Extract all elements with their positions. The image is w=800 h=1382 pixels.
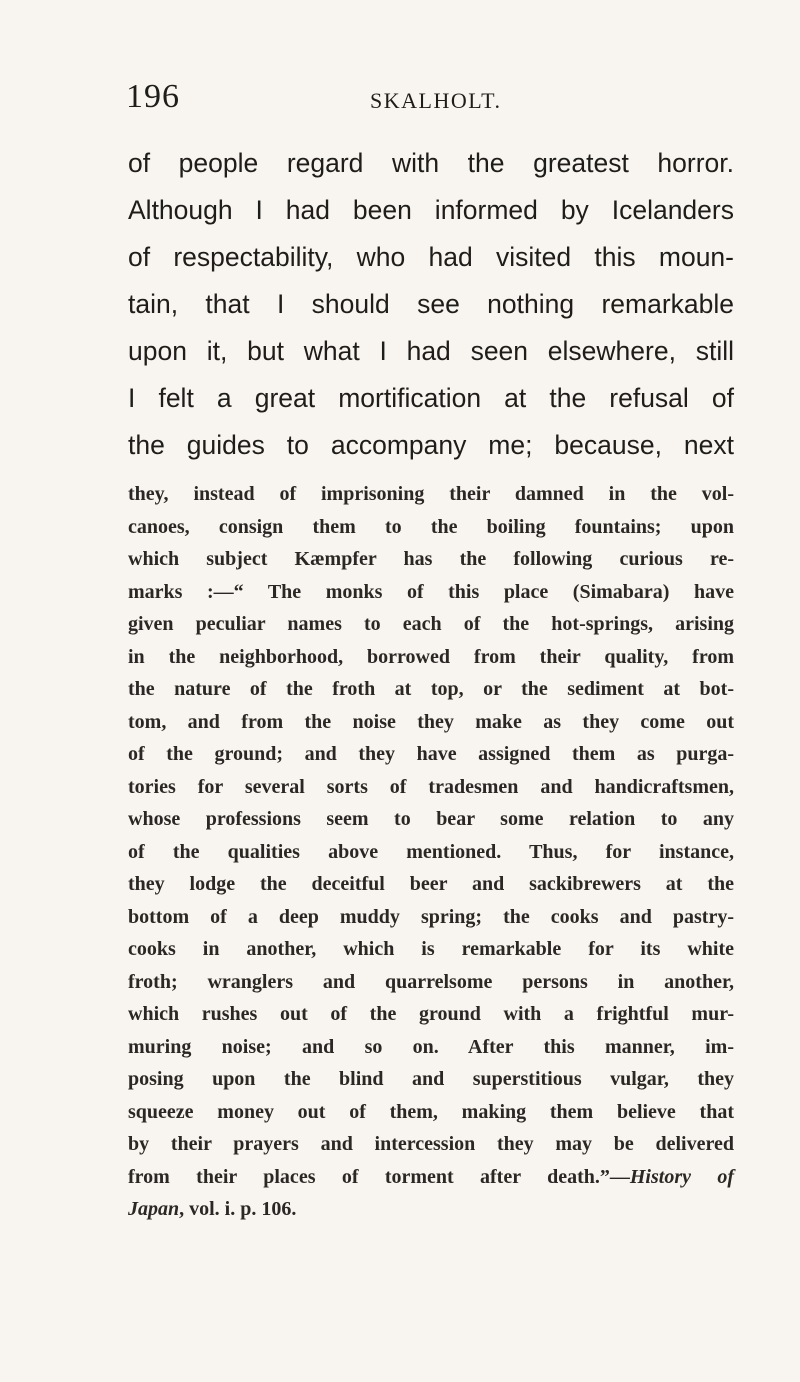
footnote-line: of the ground; and they have assigned them as purga-	[128, 743, 734, 765]
body-line: tain, that I should see nothing remarkable	[128, 289, 734, 319]
page-number: 196	[126, 78, 180, 115]
footnote-line: muring noise; and so on. After this manner, im-	[128, 1035, 734, 1058]
footnote-line: canoes, consign them to the boiling fountains; upon	[128, 515, 734, 538]
body-line: of people regard with the greatest horror.	[128, 148, 734, 178]
footnote-line: they, instead of imprisoning their damned in the vol-	[128, 483, 734, 505]
footnote-line: squeeze money out of them, making them believe that	[128, 1100, 734, 1123]
footnote-text	[128, 478, 734, 1226]
footnote-line: cooks in another, which is remarkable for its white	[128, 938, 734, 960]
footnote-line: which subject Kæmpfer has the following curious re-	[128, 548, 734, 570]
citation-title: History of	[629, 1165, 734, 1188]
main-body-text	[128, 140, 734, 469]
footnote-line: in the neighborhood, borrowed from their quality, from	[128, 645, 734, 668]
footnote-line: given peculiar names to each of the hot-springs, arising	[128, 613, 734, 635]
footnote-line-with-citation	[128, 1161, 734, 1194]
footnote-closing-text: from their places of torment after death.”—	[128, 1165, 630, 1188]
footnote-line: whose professions seem to bear some relation to any	[128, 808, 734, 830]
footnote-line: which rushes out of the ground with a frightful mur-	[128, 1003, 734, 1025]
footnote-line: by their prayers and intercession they may be delivered	[128, 1133, 734, 1155]
footnote-line: tories for several sorts of tradesmen and handicraftsmen,	[128, 775, 734, 798]
body-line: of respectability, who had visited this moun-	[128, 242, 734, 272]
footnote-line: marks :—“ The monks of this place (Simabara) have	[128, 580, 734, 603]
footnote-line: posing upon the blind and superstitious vulgar, they	[128, 1068, 734, 1090]
body-line: upon it, but what I had seen elsewhere, still	[128, 336, 734, 366]
footnote-line: bottom of a deep muddy spring; the cooks and pastry-	[128, 905, 734, 928]
citation-reference: , vol. i. p. 106.	[179, 1198, 297, 1220]
footnote-line: froth; wranglers and quarrelsome persons in another,	[128, 970, 734, 993]
body-line: Although I had been informed by Icelanders	[128, 195, 734, 225]
footnote-line: the nature of the froth at top, or the sediment at bot-	[128, 678, 734, 700]
footnote-line: of the qualities above mentioned. Thus, for instance,	[128, 840, 734, 863]
body-line: I felt a great mortification at the refusal of	[128, 383, 734, 413]
body-line: the guides to accompany me; because, next	[128, 430, 734, 460]
footnote-line: tom, and from the noise they make as they come out	[128, 710, 734, 733]
footnote-citation-line	[128, 1193, 734, 1226]
page-header	[126, 78, 726, 118]
footnote-line: they lodge the deceitful beer and sackibrewers at the	[128, 873, 734, 895]
running-head: SKALHOLT.	[370, 88, 502, 113]
citation-title-continued: Japan	[128, 1198, 180, 1220]
